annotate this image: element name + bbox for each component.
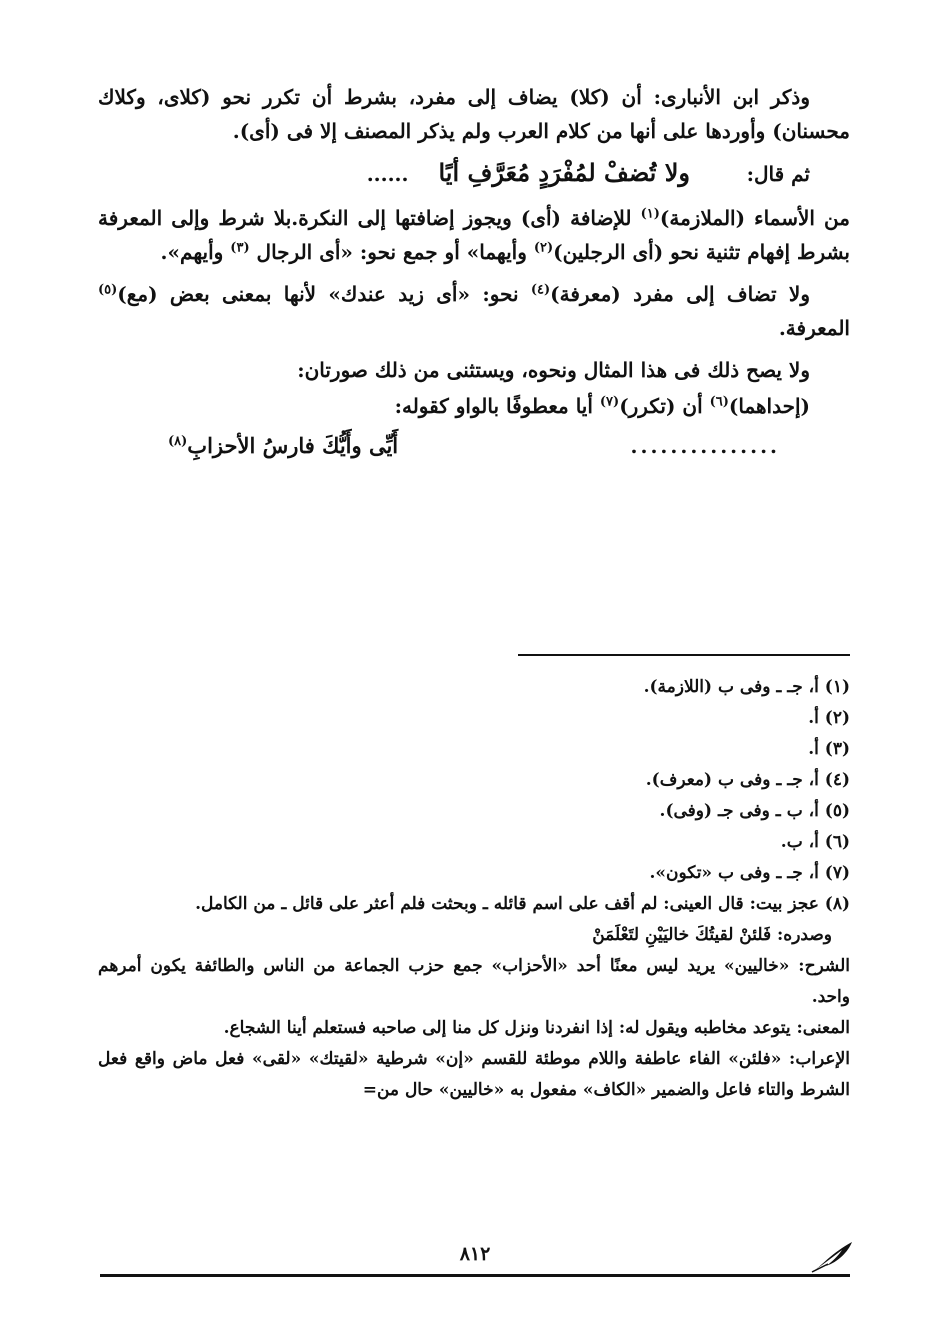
footnote-ref-6[interactable]: (٦) — [709, 394, 729, 410]
paragraph-5 — [98, 389, 850, 423]
p3-part-c: المعرفة. — [778, 316, 850, 340]
poem-label: ثم قال: — [746, 162, 810, 186]
footnote-2: (٢) أ. — [808, 708, 850, 728]
poem-dots: ...... — [366, 162, 409, 186]
p5-part-b: أن (تكرر) — [619, 394, 710, 418]
footnote-ref-4[interactable]: (٤) — [530, 282, 551, 298]
quill-feather-icon — [808, 1236, 858, 1276]
main-text — [98, 80, 850, 463]
footnote-8-sadr: وصدره: فَلئنْ لقيتُكَ خاليَيْنِ لتَعْلَمَنْ — [592, 925, 832, 945]
paragraph-2 — [98, 201, 850, 269]
footnote-ref-8[interactable]: (٨) — [168, 434, 188, 449]
footnote-8-irab: الإعراب: «فلئن» الفاء عاطفة واللام موطئة للقسم «إن» شرطية «لقيتك» «لقى» فعل ماض واقع فعل الشرط والتاء فاعل والضمير «الكاف» مفعول به «خاليين» حال من= — [98, 1049, 850, 1100]
paragraph-1: وذكر ابن الأنبارى: أن (كلا) يضاف إلى مفرد، بشرط أن تكرر نحو (كلاى، وكلاك محسنان) وأوردها على أنها من كلام العرب ولم يذكر المصنف إلا فى (أى). — [98, 85, 850, 143]
footnote-4: (٤) أ، جـ ـ وفى ب (معرف). — [645, 770, 850, 790]
p2-part-a: من الأسماء (الملازمة) — [659, 206, 850, 230]
verse-text-wrap — [168, 429, 398, 463]
paragraph-3 — [98, 277, 850, 345]
footnote-8: (٨) عجز بيت: قال العينى: لم أقف على اسم قائله ـ وبحثت فلم أعثر على قائل ـ من الكامل. — [195, 894, 850, 914]
verse-text: أَيِّى وأَيُّكَ فارسُ الأحزابِ — [187, 433, 399, 458]
verse-dots: ............... — [630, 434, 780, 458]
poem-text: ولا تُضفْ لمُفْرَدٍ مُعَرَّفِ أيًا — [438, 158, 690, 187]
verse-line — [98, 429, 850, 463]
footnote-ref-3[interactable]: (٣) — [230, 240, 250, 256]
p3-part-a: ولا تضاف إلى مفرد (معرفة) — [550, 282, 810, 306]
p5-part-a: (إحداهما) — [728, 394, 810, 418]
footnote-ref-5[interactable]: (٥) — [98, 282, 118, 298]
footnote-6: (٦) أ، ب. — [780, 832, 850, 852]
p5-part-c: أيا معطوفًا بالواو كقوله: — [394, 394, 600, 418]
page-number: ٨١٢ — [459, 1243, 491, 1265]
p3-part-b: نحو: «أى زيد عندك» لأنها بمعنى بعض (مع) — [117, 282, 531, 306]
footnote-8-sharh: الشرح: «خاليين» يريد ليس معنًا أحد «الأحزاب» جمع حزب الجماعة من الناس والطائفة يكون أمرهم واحد. — [98, 956, 850, 1007]
footnote-ref-1[interactable]: (١) — [640, 206, 660, 222]
poem-line-1 — [98, 156, 850, 191]
p2-part-c: وأيهما» أو جمع نحو: «أى الرجال — [249, 240, 534, 264]
footnote-ref-7[interactable]: (٧) — [599, 394, 620, 410]
footnote-5: (٥) أ، ب ـ وفى جـ (وفى). — [659, 801, 850, 821]
footnote-8-maana: المعنى: يتوعد مخاطبه ويقول له: إذا انفردنا ونزل كل منا إلى صاحبه فستعلم أينا الشجاع. — [223, 1018, 850, 1038]
p2-part-d: وأيهم». — [160, 240, 231, 264]
footer-rule — [100, 1274, 850, 1277]
footnote-7: (٧) أ، جـ ـ وفى ب «تكون». — [649, 863, 850, 883]
p2-part-b: للإضافة (أى) ويجوز إضافتها إلى النكرة.بلا شرط وإلى المعرفة بشرط إفهام تثنية نحو (أى الرجلين) — [98, 206, 850, 264]
footnote-separator — [518, 654, 850, 656]
footnote-ref-2[interactable]: (٢) — [533, 240, 554, 256]
footnotes — [98, 672, 850, 1106]
paragraph-4: ولا يصح ذلك فى هذا المثال ونحوه، ويستثنى من ذلك صورتان: — [297, 358, 810, 382]
footnote-1: (١) أ، جـ ـ وفى ب (اللازمة). — [643, 677, 850, 697]
footnote-3: (٣) أ. — [808, 739, 850, 759]
